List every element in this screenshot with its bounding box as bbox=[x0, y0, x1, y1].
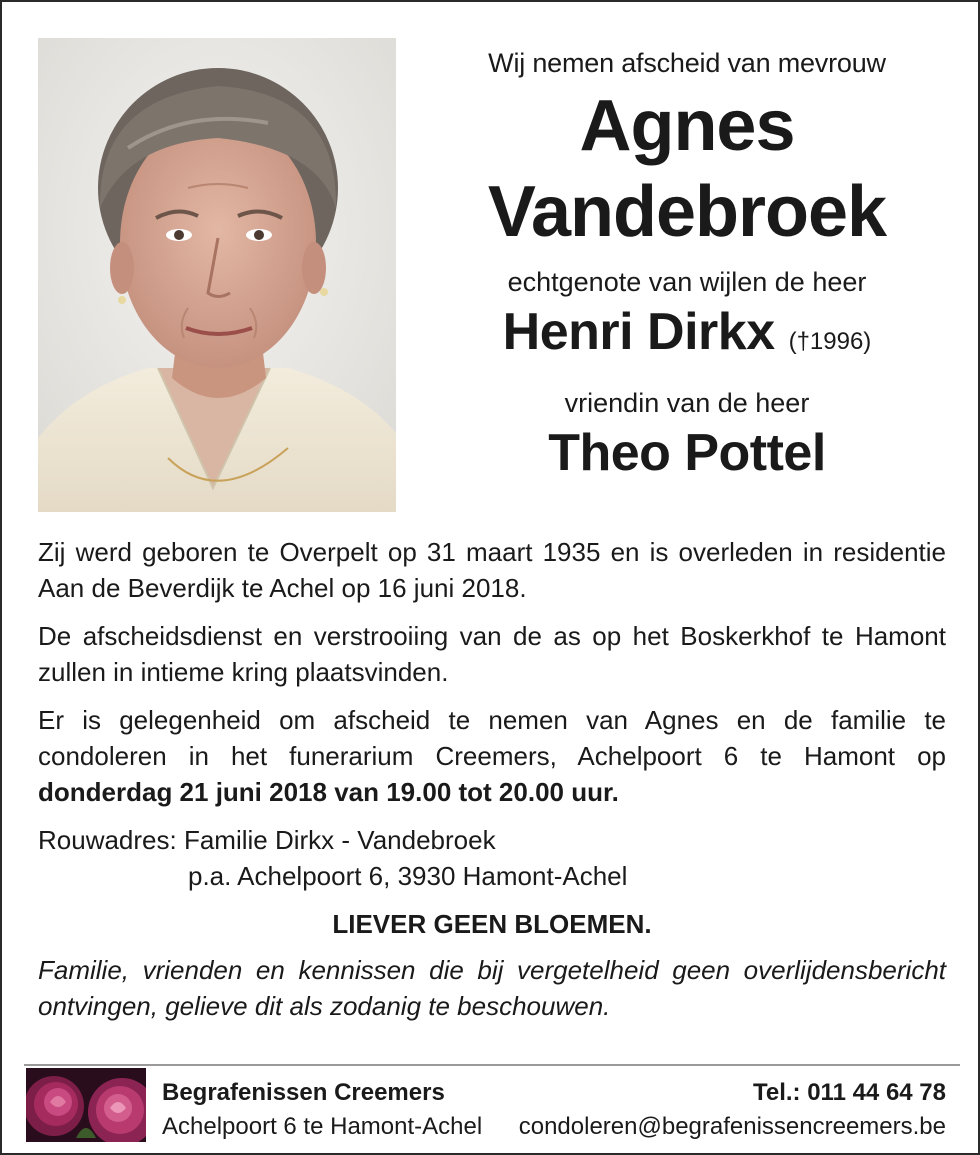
relation-spouse-text: echtgenote van wijlen de heer bbox=[507, 267, 867, 297]
condolence-datetime: donderdag 21 juni 2018 van 19.00 tot 20.00 uur. bbox=[38, 777, 619, 807]
funeral-home-contact bbox=[519, 1076, 946, 1144]
portrait-photo bbox=[38, 38, 396, 512]
funeral-home-phone: Tel.: 011 44 64 78 bbox=[752, 1079, 946, 1106]
deceased-first-name: Agnes bbox=[579, 86, 795, 166]
spouse-name: Henri Dirkx bbox=[502, 303, 775, 361]
birth-death-paragraph: Zij werd geboren te Overpelt op 31 maart 1935 en is overleden in residentie Aan de Beverdijk te Achel op 16 juni 2018. bbox=[38, 537, 946, 603]
condolence-text: Er is gelegenheid om afscheid te nemen van Agnes en de familie te condoleren in het funerarium Creemers, Achelpoort 6 te Hamont op bbox=[38, 705, 946, 771]
funeral-home-info bbox=[162, 1076, 482, 1144]
portrait-illustration bbox=[38, 38, 396, 512]
mourning-address-line1: Rouwadres: Familie Dirkx - Vandebroek bbox=[38, 825, 496, 855]
mourning-address-line2: p.a. Achelpoort 6, 3930 Hamont-Achel bbox=[188, 861, 628, 891]
rose-image bbox=[26, 1068, 146, 1142]
friend-name: Theo Pottel bbox=[548, 424, 826, 482]
rose-icon bbox=[26, 1068, 146, 1142]
spouse-line bbox=[412, 302, 962, 372]
funeral-home-name: Begrafenissen Creemers bbox=[162, 1079, 445, 1106]
no-flowers-notice: LIEVER GEEN BLOEMEN. bbox=[332, 909, 652, 939]
spouse-death-year: (†1996) bbox=[788, 328, 872, 355]
body-text bbox=[38, 534, 946, 1024]
relation-friend-text: vriendin van de heer bbox=[564, 388, 810, 418]
condolence-paragraph bbox=[38, 702, 946, 810]
footer-divider bbox=[24, 1064, 960, 1066]
funeral-home-email: condoleren@begrafenissencreemers.be bbox=[518, 1113, 946, 1140]
deceased-name bbox=[412, 83, 962, 255]
intro-text: Wij nemen afscheid van mevrouw bbox=[488, 48, 886, 78]
header-block bbox=[412, 42, 962, 483]
closing-notice: Familie, vrienden en kennissen die bij vergetelheid geen overlijdensbericht ontvingen, gelieve dit als zodanig te beschouwen. bbox=[38, 955, 946, 1021]
funeral-home-address: Achelpoort 6 te Hamont-Achel bbox=[162, 1113, 483, 1140]
ceremony-paragraph: De afscheidsdienst en verstrooiing van de as op het Boskerkhof te Hamont zullen in intieme kring plaatsvinden. bbox=[38, 621, 946, 687]
deceased-last-name: Vandebroek bbox=[487, 172, 887, 252]
